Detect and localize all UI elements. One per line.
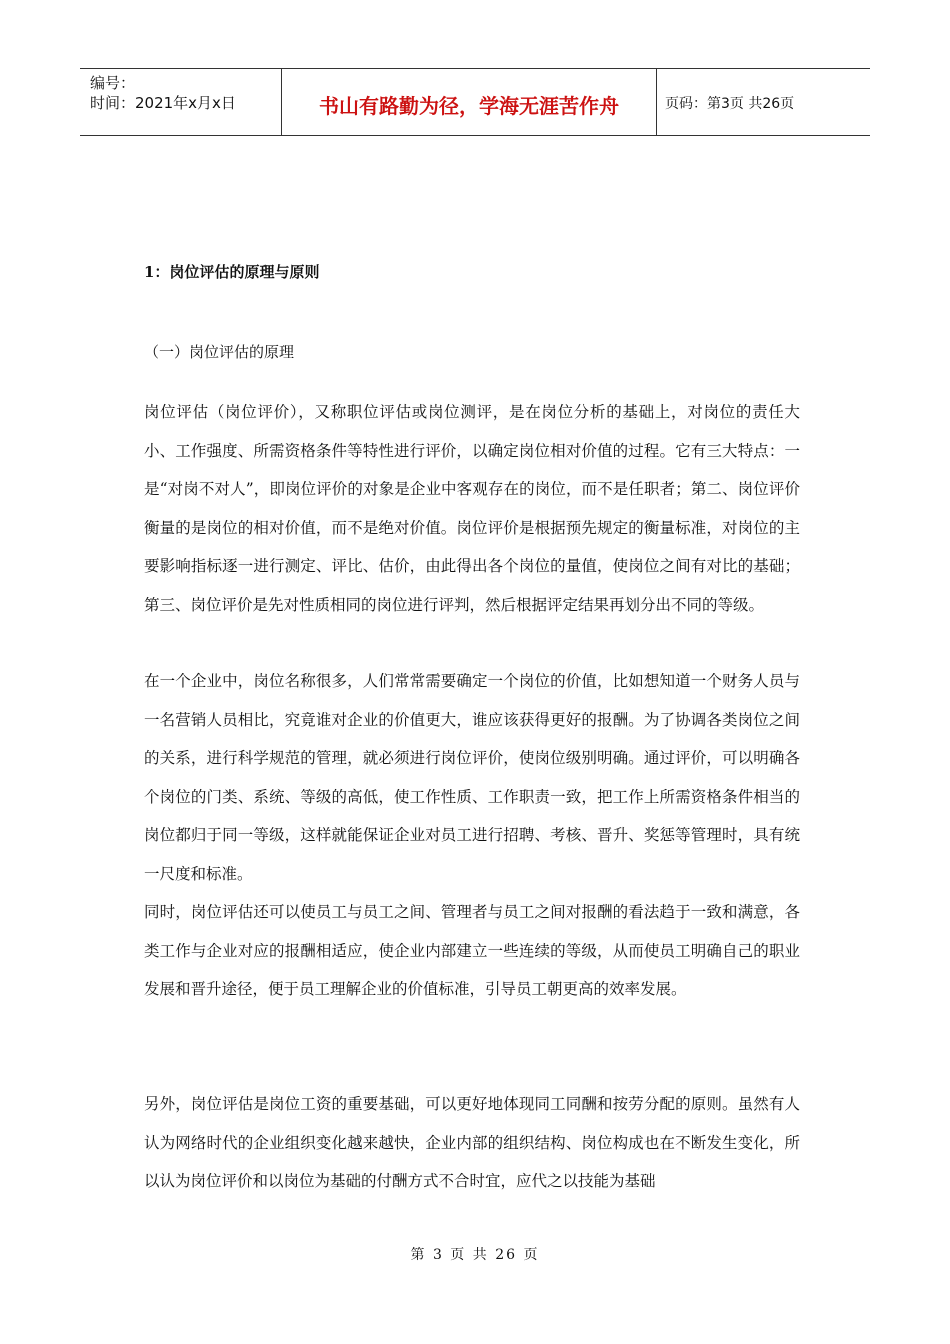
header-meta xyxy=(80,69,282,135)
serial-label: 编号： xyxy=(90,74,136,92)
date-label: 时间：2021年x月x日 xyxy=(90,94,236,112)
paragraph: 同时，岗位评估还可以使员工与员工之间、管理者与员工之间对报酬的看法趋于一致和满意，各类工作与企业对应的报酬相适应，使企业内部建立一些连续的等级，从而使员工明确自己的职业发展和晋升途径，便于员工理解企业的价值标准，引导员工朝更高的效率发展。 xyxy=(144,903,800,998)
header-motto: 书山有路勤为径，学海无涯苦作舟 xyxy=(282,69,657,135)
page-footer: 第 3 页 共 26 页 xyxy=(410,1247,540,1263)
header-page-info: 页码：第3页 共26页 xyxy=(665,96,795,112)
paragraph: 在一个企业中，岗位名称很多，人们常常需要确定一个岗位的价值，比如想知道一个财务人员与一名营销人员相比，究竟谁对企业的价值更大，谁应该获得更好的报酬。为了协调各类岗位之间的关系，进行科学规范的管理，就必须进行岗位评价，使岗位级别明确。通过评价，可以明确各个岗位的门类、系统、等级的高低，使工作性质、工作职责一致，把工作上所需资格条件相当的岗位都归于同一等级，这样就能保证企业对员工进行招聘、考核、晋升、奖惩等管理时，具有统一尺度和标准。 xyxy=(144,672,800,883)
paragraph: 另外，岗位评估是岗位工资的重要基础，可以更好地体现同工同酬和按劳分配的原则。虽然有人认为网络时代的企业组织变化越来越快，企业内部的组织结构、岗位构成也在不断发生变化，所以认为岗位评价和以岗位为基础的付酬方式不合时宜，应代之以技能为基础 xyxy=(144,1095,800,1190)
section-title: 1：岗位评估的原理与原则 xyxy=(144,263,320,281)
paragraph: 岗位评估（岗位评价），又称职位评估或岗位测评，是在岗位分析的基础上，对岗位的责任大小、工作强度、所需资格条件等特性进行评价，以确定岗位相对价值的过程。它有三大特点：一是“对岗不对人”，即岗位评价的对象是企业中客观存在的岗位，而不是任职者；第二、岗位评价衡量的是岗位的相对价值，而不是绝对价值。岗位评价是根据预先规定的衡量标准，对岗位的主要影响指标逐一进行测定、评比、估价，由此得出各个岗位的量值，使岗位之间有对比的基础；第三、岗位评价是先对性质相同的岗位进行评判，然后根据评定结果再划分出不同的等级。 xyxy=(144,403,800,614)
section-subtitle: （一）岗位评估的原理 xyxy=(144,343,295,361)
page-header xyxy=(80,68,870,136)
document-body xyxy=(144,260,804,1190)
